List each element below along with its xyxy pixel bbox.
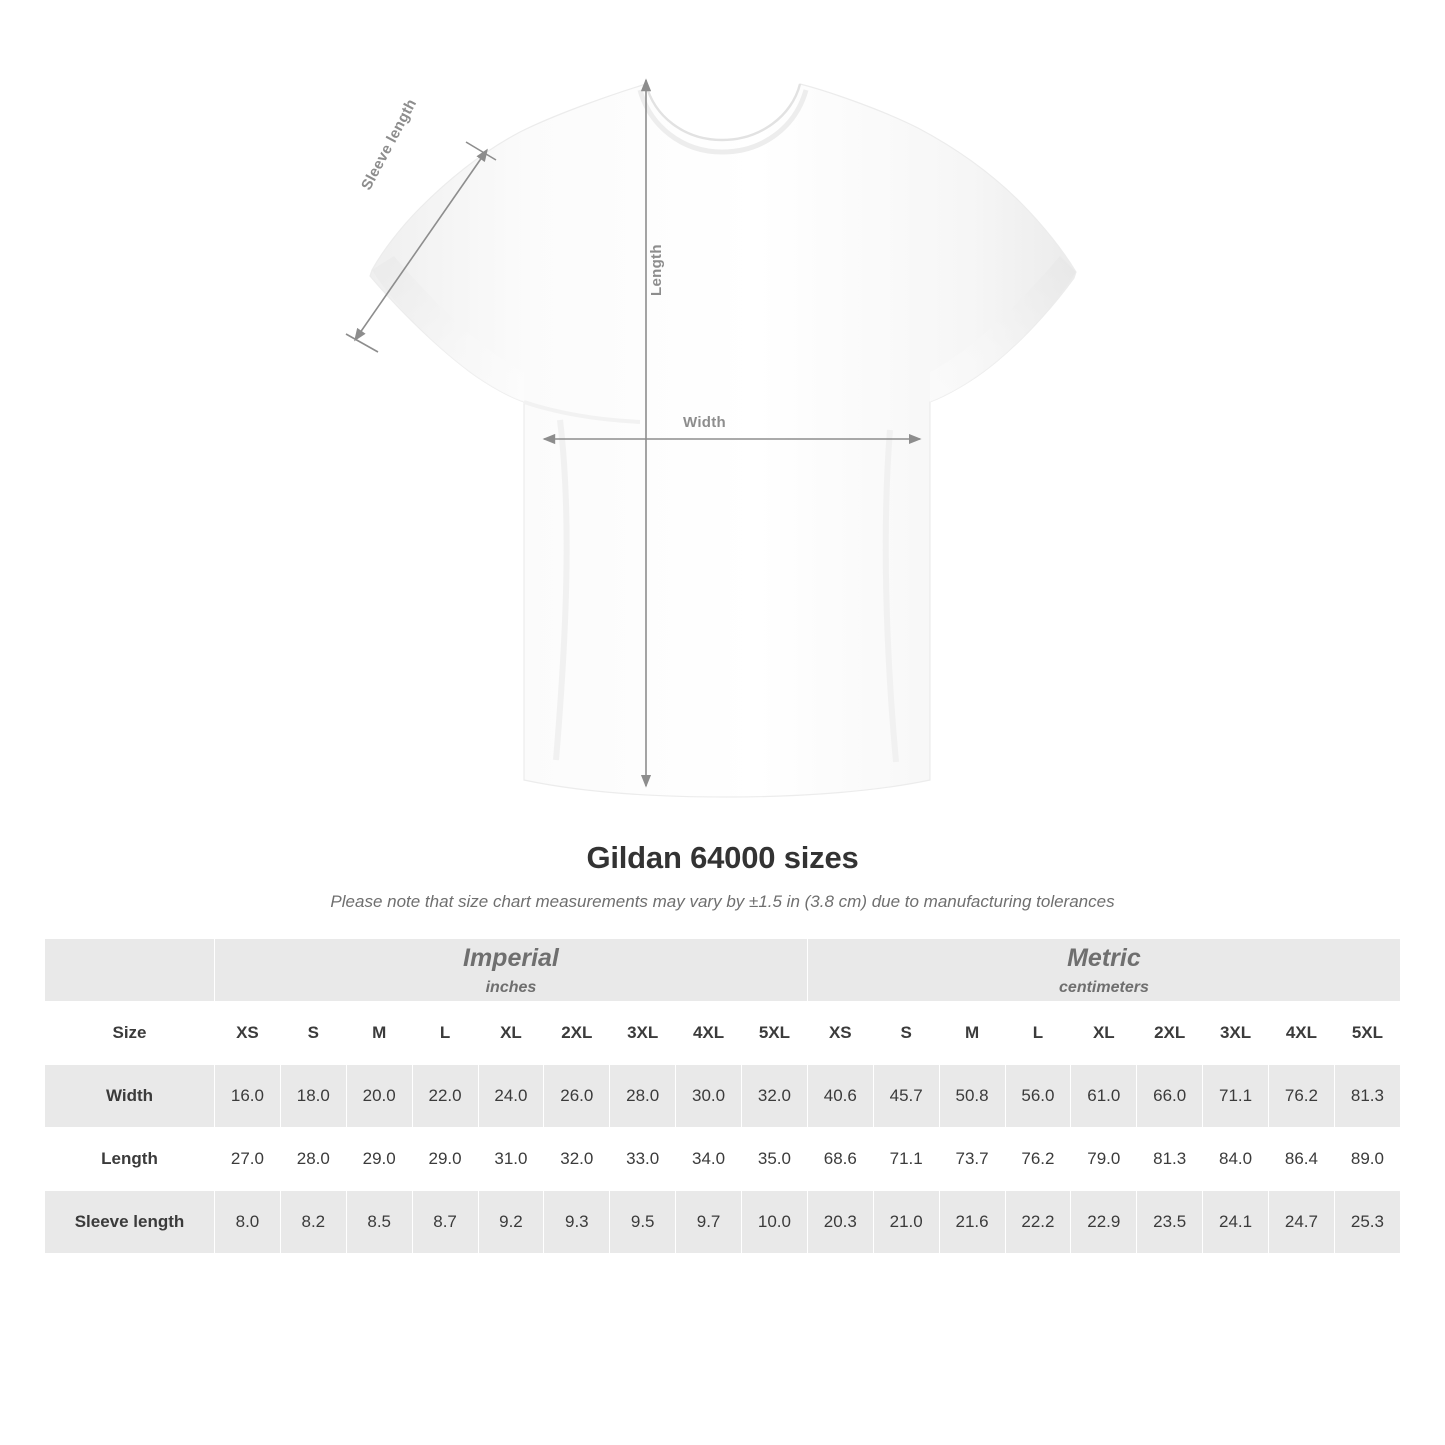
cell-sleeve-1: 8.2 (280, 1191, 346, 1254)
unit-group-imperial (215, 939, 808, 1002)
cell-width-13: 61.0 (1071, 1065, 1137, 1128)
size-col-8: 5XL (742, 1002, 808, 1065)
unit-header-row (45, 939, 1401, 1002)
cell-width-9: 40.6 (807, 1065, 873, 1128)
cell-sleeve-12: 22.2 (1005, 1191, 1071, 1254)
cell-length-15: 84.0 (1203, 1128, 1269, 1191)
cell-width-4: 24.0 (478, 1065, 544, 1128)
size-col-1: S (280, 1002, 346, 1065)
size-col-3: L (412, 1002, 478, 1065)
size-col-7: 4XL (676, 1002, 742, 1065)
size-header-row (45, 1002, 1401, 1065)
cell-length-0: 27.0 (215, 1128, 281, 1191)
unit-group-metric (807, 939, 1400, 1002)
size-chart-table-wrap (44, 938, 1401, 1254)
cell-length-1: 28.0 (280, 1128, 346, 1191)
cell-width-16: 76.2 (1269, 1065, 1335, 1128)
cell-sleeve-4: 9.2 (478, 1191, 544, 1254)
cell-sleeve-16: 24.7 (1269, 1191, 1335, 1254)
cell-sleeve-8: 10.0 (742, 1191, 808, 1254)
size-col-11: M (939, 1002, 1005, 1065)
table-row (45, 1065, 1401, 1128)
cell-length-9: 68.6 (807, 1128, 873, 1191)
table-row (45, 1191, 1401, 1254)
cell-sleeve-9: 20.3 (807, 1191, 873, 1254)
cell-sleeve-6: 9.5 (610, 1191, 676, 1254)
cell-width-17: 81.3 (1334, 1065, 1400, 1128)
size-col-5: 2XL (544, 1002, 610, 1065)
size-chart-table (44, 938, 1401, 1254)
cell-width-7: 30.0 (676, 1065, 742, 1128)
row-header-size: Size (45, 1002, 215, 1065)
size-col-10: S (873, 1002, 939, 1065)
cell-width-11: 50.8 (939, 1065, 1005, 1128)
cell-length-11: 73.7 (939, 1128, 1005, 1191)
row-label-length: Length (45, 1128, 215, 1191)
cell-sleeve-7: 9.7 (676, 1191, 742, 1254)
size-col-17: 5XL (1334, 1002, 1400, 1065)
unit-group-metric-sub: centimeters (1059, 978, 1149, 996)
corner-cell (45, 939, 215, 1002)
row-label-sleeve-length: Sleeve length (45, 1191, 215, 1254)
size-col-9: XS (807, 1002, 873, 1065)
size-col-15: 3XL (1203, 1002, 1269, 1065)
cell-sleeve-10: 21.0 (873, 1191, 939, 1254)
cell-length-17: 89.0 (1334, 1128, 1400, 1191)
cell-sleeve-0: 8.0 (215, 1191, 281, 1254)
cell-width-14: 66.0 (1137, 1065, 1203, 1128)
cell-width-12: 56.0 (1005, 1065, 1071, 1128)
cell-length-16: 86.4 (1269, 1128, 1335, 1191)
cell-length-3: 29.0 (412, 1128, 478, 1191)
cell-width-10: 45.7 (873, 1065, 939, 1128)
size-col-12: L (1005, 1002, 1071, 1065)
cell-width-8: 32.0 (742, 1065, 808, 1128)
length-label: Length (648, 244, 665, 296)
size-col-13: XL (1071, 1002, 1137, 1065)
size-col-2: M (346, 1002, 412, 1065)
size-col-6: 3XL (610, 1002, 676, 1065)
cell-length-8: 35.0 (742, 1128, 808, 1191)
cell-width-6: 28.0 (610, 1065, 676, 1128)
cell-sleeve-14: 23.5 (1137, 1191, 1203, 1254)
unit-group-imperial-sub: inches (485, 978, 537, 996)
cell-length-14: 81.3 (1137, 1128, 1203, 1191)
size-col-14: 2XL (1137, 1002, 1203, 1065)
cell-sleeve-15: 24.1 (1203, 1191, 1269, 1254)
row-label-width: Width (45, 1065, 215, 1128)
sleeve-length-label: Sleeve length (358, 96, 421, 193)
table-row (45, 1128, 1401, 1191)
size-col-16: 4XL (1269, 1002, 1335, 1065)
cell-width-5: 26.0 (544, 1065, 610, 1128)
cell-sleeve-17: 25.3 (1334, 1191, 1400, 1254)
cell-length-7: 34.0 (676, 1128, 742, 1191)
cell-sleeve-11: 21.6 (939, 1191, 1005, 1254)
cell-width-3: 22.0 (412, 1065, 478, 1128)
size-col-0: XS (215, 1002, 281, 1065)
cell-sleeve-2: 8.5 (346, 1191, 412, 1254)
unit-group-imperial-name: Imperial (463, 944, 559, 973)
cell-width-15: 71.1 (1203, 1065, 1269, 1128)
size-col-4: XL (478, 1002, 544, 1065)
width-label: Width (683, 414, 727, 431)
cell-sleeve-5: 9.3 (544, 1191, 610, 1254)
page-title: Gildan 64000 sizes (586, 840, 859, 875)
cell-width-1: 18.0 (280, 1065, 346, 1128)
cell-length-5: 32.0 (544, 1128, 610, 1191)
title-block (0, 840, 1445, 912)
cell-length-13: 79.0 (1071, 1128, 1137, 1191)
cell-width-2: 20.0 (346, 1065, 412, 1128)
cell-width-0: 16.0 (215, 1065, 281, 1128)
cell-sleeve-13: 22.9 (1071, 1191, 1137, 1254)
cell-length-4: 31.0 (478, 1128, 544, 1191)
cell-length-6: 33.0 (610, 1128, 676, 1191)
cell-length-10: 71.1 (873, 1128, 939, 1191)
unit-group-metric-name: Metric (1067, 944, 1141, 973)
measurement-note: Please note that size chart measurements may vary by ±1.5 in (3.8 cm) due to manufacturing tolerances (330, 892, 1115, 911)
cell-length-12: 76.2 (1005, 1128, 1071, 1191)
cell-sleeve-3: 8.7 (412, 1191, 478, 1254)
cell-length-2: 29.0 (346, 1128, 412, 1191)
